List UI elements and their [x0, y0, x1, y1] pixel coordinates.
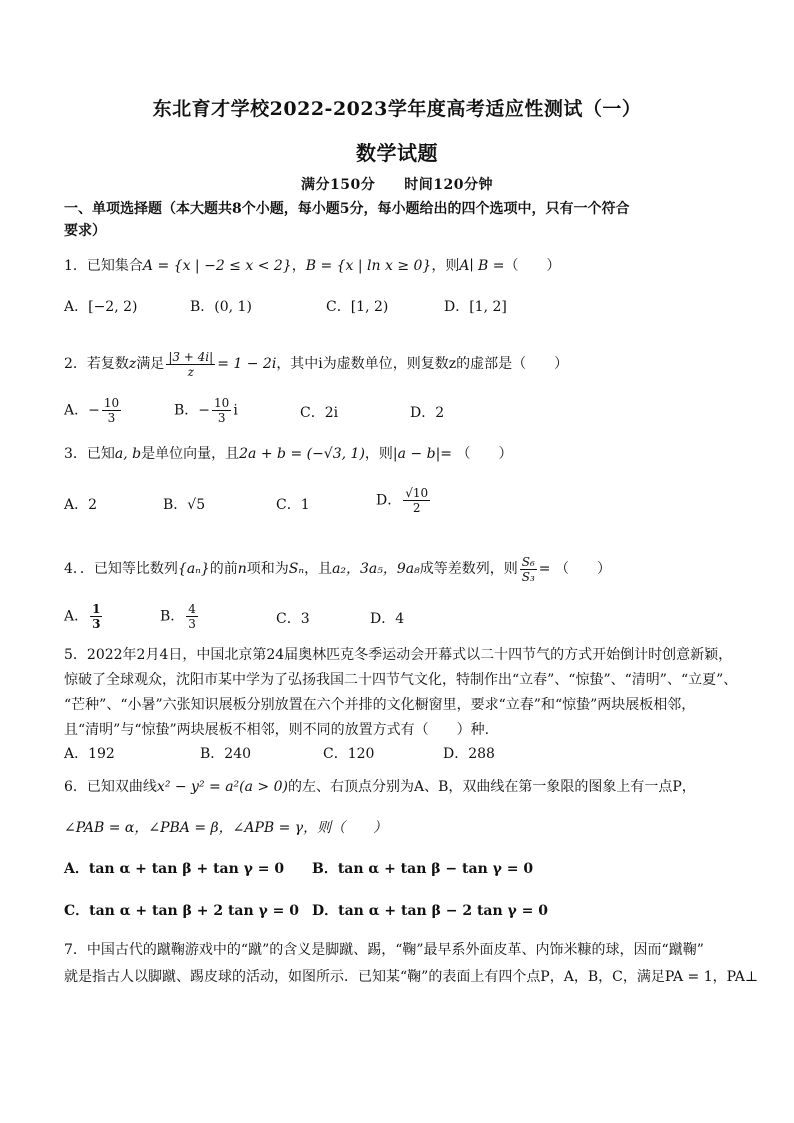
q2-text-c: ，其中i为虚数单位，则复数z的虚部是（ ） — [276, 356, 569, 372]
q2-fraction-den: z — [187, 364, 194, 379]
q4-seq: {aₙ} — [177, 561, 210, 577]
q2-option-b-prefix: B．− — [174, 402, 211, 419]
q6-option-b: B．tan α + tan β − tan γ = 0 — [312, 861, 534, 877]
question-1-stem — [64, 255, 744, 277]
question-5-line4: 且“清明”与“惊蛰”两块展板不相邻，则不同的放置方式有（ ）种. — [64, 722, 490, 738]
q2-option-a — [64, 396, 123, 425]
q4-option-a-den: 3 — [92, 617, 101, 631]
q6-option-a: A．tan α + tan β + tan γ = 0 — [64, 861, 285, 877]
q2-option-d: D．2 — [410, 405, 445, 421]
q2-rhs: = 1 − 2i — [217, 356, 277, 372]
q4-option-a — [64, 602, 104, 631]
question-4-stem — [64, 551, 744, 587]
q1-text-a: 1．已知集合 — [64, 258, 143, 274]
q2-option-a-prefix: A．− — [64, 402, 100, 419]
q3-vectors: a, b — [114, 446, 142, 462]
q2-text-b: 满足 — [136, 356, 165, 372]
q1-option-d: D．[1, 2] — [444, 299, 507, 315]
q4-terms: a₂，3a₅，9a₈ — [332, 561, 420, 577]
q2-option-a-den: 3 — [107, 411, 116, 425]
q4-sn: Sₙ — [288, 561, 305, 577]
exam-title: 东北育才学校2022-2023学年度高考适应性测试（一） — [152, 98, 642, 120]
q3-text-c: ，则 — [364, 446, 393, 462]
q3-option-d-den: 2 — [412, 501, 421, 515]
q1-paren: （ ） — [504, 258, 561, 274]
exam-meta: 满分150分 时间120分钟 — [301, 177, 493, 193]
q1-set-a: A = {x | −2 ≤ x < 2} — [142, 258, 292, 274]
q4-option-c: C．3 — [276, 611, 310, 627]
q3-option-d-frac — [403, 486, 430, 515]
q5-option-d: D．288 — [443, 746, 495, 762]
q1-text-b: ，则 — [431, 258, 460, 274]
q2-option-b-num: 10 — [214, 396, 230, 410]
q4-ratio-num: S₆ — [521, 554, 535, 569]
q1-set-b: B = {x | ln x ≥ 0} — [305, 258, 432, 274]
q4-option-a-frac — [90, 602, 102, 631]
q2-option-b-den: 3 — [217, 411, 226, 425]
question-5-line3: “芒种”、“小暑”六张知识展板分别放置在六个并排的文化橱窗里，要求“立春”和“惊蛰”两块展板相邻， — [64, 697, 696, 713]
q3-option-d-num: √10 — [405, 486, 429, 500]
subject-title: 数学试题 — [356, 141, 438, 165]
question-5-line2: 惊破了全球观众，沈阳市某中学为了弘扬我国二十四节气文化，特制作出“立春”、“惊蛰”、“清明”、“立夏”、 — [64, 672, 738, 688]
q4-option-b — [160, 602, 200, 631]
section-heading-line2: 要求） — [64, 223, 106, 239]
question-3-stem — [64, 443, 744, 465]
q3-option-d — [376, 486, 432, 515]
q2-option-b — [174, 396, 238, 425]
q6-text-a: 6．已知双曲线 — [64, 779, 157, 795]
q4-ratio — [520, 555, 537, 584]
q1-option-b: B．(0, 1) — [190, 299, 252, 315]
question-7-line1: 7．中国古代的蹴鞠游戏中的“蹴”的含义是脚蹴、踢，“鞠”最早系外面皮革、内饰米糠的球，因而“蹴鞠” — [64, 942, 704, 958]
q4-option-b-prefix: B． — [160, 608, 185, 625]
question-7-line2: 就是指古人以脚蹴、踢皮球的活动，如图所示．已知某“鞠”的表面上有四个点P，A，B，C，满足PA = 1，PA⊥ — [64, 969, 759, 985]
q6-option-d: D．tan α + tan β − 2 tan γ = 0 — [312, 903, 549, 919]
q1-comma: ， — [291, 258, 306, 274]
q5-option-c: C．120 — [323, 746, 375, 762]
question-5-line1: 5．2022年2月4日，中国北京第24届奥林匹克冬季运动会开幕式以二十四节气的方式开始倒计时创意新颖， — [64, 647, 733, 663]
q4-n: n — [237, 561, 247, 577]
q2-option-a-frac — [102, 396, 121, 425]
q4-option-a-prefix: A． — [64, 608, 89, 625]
q2-text-a: 2．若复数 — [64, 356, 129, 372]
q2-fraction — [166, 350, 215, 379]
q4-option-a-num: 1 — [92, 602, 101, 616]
q4-text-d: ，且 — [304, 561, 333, 577]
q2-option-b-suffix: i — [233, 402, 238, 419]
question-6-angles: ∠PAB = α，∠PBA = β，∠APB = γ，则（ ） — [64, 820, 388, 836]
q4-text-e: 成等差数列，则 — [419, 561, 518, 577]
section-heading-line1: 一、单项选择题（本大题共8个小题，每小题5分，每小题给出的四个选项中，只有一个符合 — [64, 201, 630, 217]
q3-option-b: B．√5 — [163, 497, 206, 513]
q3-option-a: A．2 — [64, 497, 98, 513]
q3-expr: |a − b| — [392, 446, 441, 462]
q4-ratio-den: S₃ — [521, 569, 535, 584]
q4-text-b: 的前 — [209, 561, 238, 577]
question-6-stem — [64, 776, 744, 798]
q1-option-a: A．[−2, 2) — [64, 299, 138, 315]
q4-option-b-frac — [186, 602, 198, 631]
q2-option-c: C．2i — [300, 405, 339, 421]
q4-option-d: D．4 — [370, 611, 405, 627]
q2-option-b-frac — [212, 396, 231, 425]
q6-text-b: 的左、右顶点分别为A、B，双曲线在第一象限的图象上有一点P， — [287, 779, 696, 795]
q6-curve: x² − y² = a²(a > 0) — [156, 779, 288, 795]
q4-text-f: = （ ） — [538, 561, 611, 577]
q3-option-d-prefix: D． — [376, 492, 402, 509]
q3-text-b: 是单位向量，且 — [141, 446, 240, 462]
q4-option-b-num: 4 — [188, 602, 196, 616]
q2-var: z — [128, 356, 137, 372]
q5-option-a: A．192 — [64, 746, 115, 762]
q5-option-b: B．240 — [200, 746, 252, 762]
q4-text-c: 项和为 — [246, 561, 289, 577]
q4-option-b-den: 3 — [188, 617, 196, 631]
q2-fraction-num: |3 + 4i| — [168, 349, 214, 364]
q3-equation: 2a + b = (−√3, 1) — [239, 446, 365, 462]
q3-text-d: = （ ） — [440, 446, 513, 462]
q3-option-c: C．1 — [276, 497, 310, 513]
question-2-stem — [64, 346, 744, 382]
q4-text-a: 4．．已知等比数列 — [64, 561, 178, 577]
q1-expr: A∣ B = — [459, 258, 505, 274]
q2-option-a-num: 10 — [103, 396, 120, 410]
q6-option-c: C．tan α + tan β + 2 tan γ = 0 — [64, 903, 300, 919]
q1-option-c: C．[1, 2) — [326, 299, 389, 315]
q3-text-a: 3．已知 — [64, 446, 115, 462]
